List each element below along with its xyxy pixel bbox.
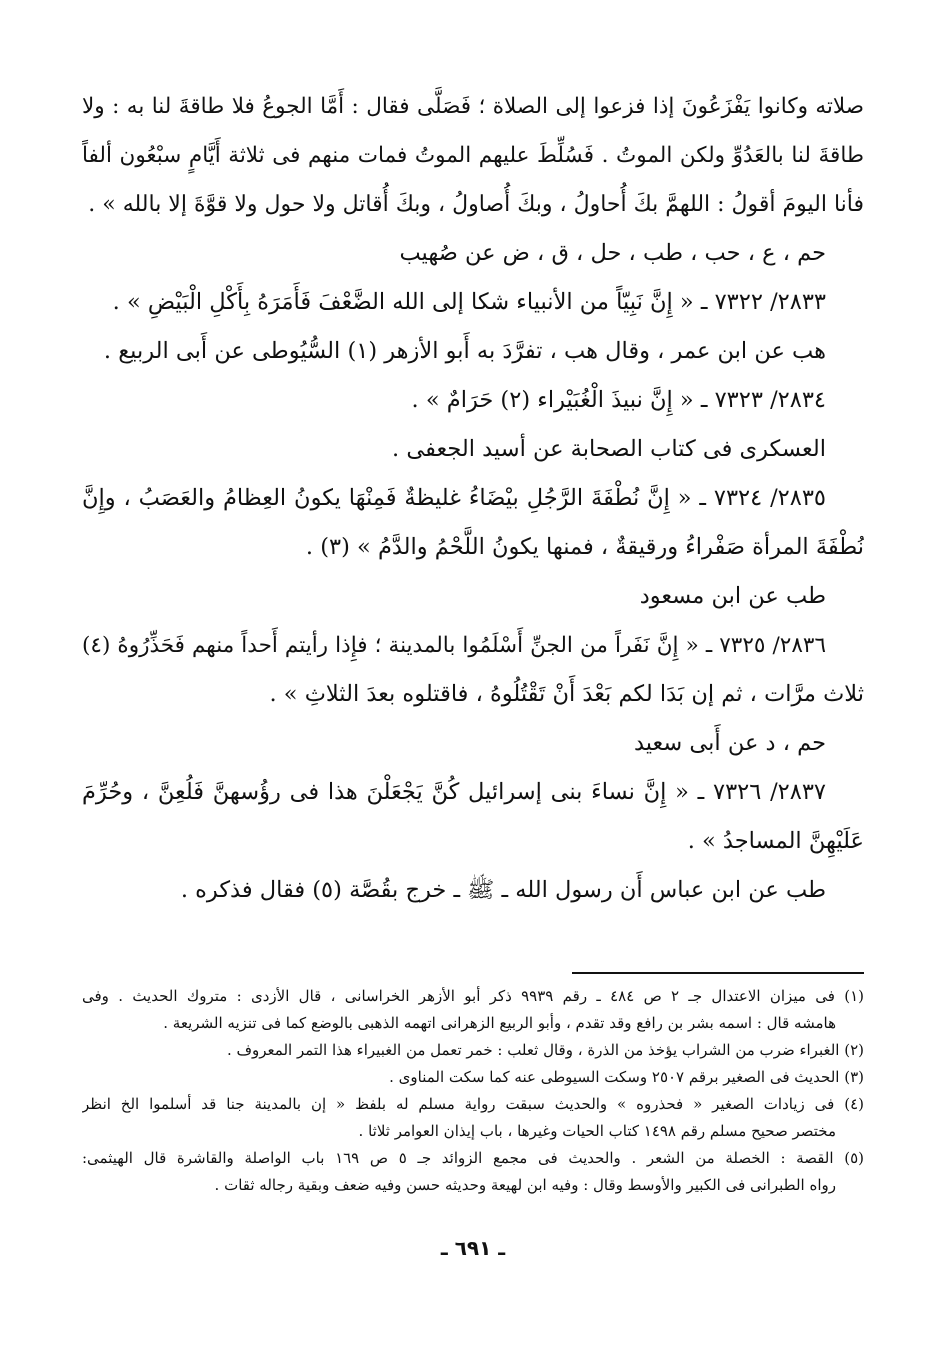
footnote-separator <box>572 972 864 974</box>
hadith-line: عَلَيْهِنَّ المساجدُ » . <box>687 828 864 854</box>
text-line: فأنا اليومَ أقولُ : اللهمَّ بكَ أُحاولُ ، وبكَ أُصاولُ ، وبكَ أُقاتل ولا حول ولا قوَّةَ إلا بالله » . <box>88 192 864 217</box>
source-line: العسكرى فى كتاب الصحابة عن أسيد الجعفى . <box>392 436 826 462</box>
footnote-line: هامشه قال : اسمه بشر بن رافع وقد تقدم ، وأبو الربيع الزهرانى اتهمه الذهبى بالوضع كما فى تنزيه الشريعة . <box>163 1014 836 1032</box>
source-line: حم ، ع ، حب ، طب ، حل ، ق ، ض عن صُهيب <box>399 240 826 266</box>
hadith-line: ثلاث مرَّات ، ثم إن بَدَا لكم بَعْدَ أَنْ تَقْتُلُوهُ ، فاقتلوه بعدَ الثلاثِ » . <box>269 681 864 707</box>
footnote-line: رواه الطبرانى فى الكبير والأوسط وقال : وفيه ابن لهيعة وحديثه حسن وفيه ضعف وبقية رجاله ثقات . <box>214 1176 836 1194</box>
hadith-line: ٢٨٣٤/ ٧٣٢٣ ـ « إِنَّ نبيذَ الْغُبَيْراء (٢) حَرَامٌ » . <box>411 387 826 413</box>
page-number: ـ ٦٩١ ـ <box>440 1236 506 1260</box>
footnote-line: (١) فى ميزان الاعتدال جـ ٢ ص ٤٨٤ ـ رقم ٩٩٣٩ ذكر أبو الأزهر الخراسانى ، قال الأزدى : متروك الحديث . وفى <box>82 987 864 1005</box>
hadith-line: ٢٨٣٥/ ٧٣٢٤ ـ « إِنَّ نُطْفَةَ الرَّجُلِ بيْضَاءُ غليظةٌ فَمِنْهَا يكونُ العِظامُ والعَصَبُ ، وإِنَّ <box>82 485 827 511</box>
footnote-line: (٢) الغبراء ضرب من الشراب يؤخذ من الذرة ، وقال ثعلب : خمر تعمل من الغبيراء هذا التمر المعروف . <box>226 1041 864 1059</box>
footnotes <box>82 983 864 1199</box>
text-line: طاقةَ لنا بالعَدُوِّ ولكن الموتُ . فَسُلِّطَ عليهم الموتُ فمات منهم فى ثلاثة أَيَّامٍ سبْعُون ألفاً <box>82 143 864 168</box>
source-line: طب عن ابن مسعود <box>639 583 826 609</box>
main-text <box>82 82 864 915</box>
footnote-line: (٥) القصة : الخصلة من الشعر . والحديث فى مجمع الزوائد جـ ٥ ص ١٦٩ باب الواصلة والقاشرة قال الهيثمى: <box>82 1149 864 1167</box>
footnote-line: مختصر صحيح مسلم رقم ١٤٩٨ كتاب الحيات وغيرها ، باب إيذان العوامر ثلاثا . <box>358 1122 836 1140</box>
source-line: طب عن ابن عباس أَن رسول الله ـ ﷺ ـ خرج بقُصَّة (٥) فقال فذكره . <box>180 877 826 903</box>
footnote-line: (٤) فى زيادات الصغير « فحذروه » والحديث سبقت رواية مسلم له بلفظ « إن بالمدينة جنا قد أسلموا الخ انظر <box>82 1095 864 1113</box>
hadith-line: نُطْفَةَ المرأة صَفْراءُ ورقيقةٌ ، فمنها يكونُ اللَّحْمُ والدَّمُ » (٣) . <box>305 534 864 560</box>
source-line: هب عن ابن عمر ، وقال هب ، تفرَّدَ به أَبو الأزهر (١) السُّيُوطى عن أَبى الربيع . <box>103 338 826 364</box>
source-line: حم ، د عن أَبى سعيد <box>633 730 826 756</box>
footnote-line: (٣) الحديث فى الصغير برقم ٢٥٠٧ وسكت السيوطى عنه كما سكت المناوى . <box>389 1068 864 1086</box>
hadith-line: ٢٨٣٧/ ٧٣٢٦ ـ « إِنَّ نساءَ بنى إسرائيل كُنَّ يَجْعَلْنَ هذا فى رؤُسهنَّ فَلُعِنَّ ، وحُرِّمَ <box>82 779 827 805</box>
text-line: صلاته وكانوا يَفْزَعُونَ إذا فزعوا إلى الصلاة ؛ فَصَلَّى فقال : أَمَّا الجوعُ فلا طاقةَ لنا به : ولا <box>82 94 864 119</box>
hadith-line: ٢٨٣٣/ ٧٣٢٢ ـ « إِنَّ نَبِيّاً من الأنبياء شكا إلى الله الضَّعْفَ فَأَمَرَهُ بِأَكْلِ الْبَيْضِ » . <box>112 289 826 315</box>
hadith-line: ٢٨٣٦/ ٧٣٢٥ ـ « إِنَّ نَفَراً من الجنِّ أَسْلَمُوا بالمدينة ؛ فإِذا رأيتم أَحداً منهم فَحَذِّرُوهُ (٤) <box>82 633 826 658</box>
